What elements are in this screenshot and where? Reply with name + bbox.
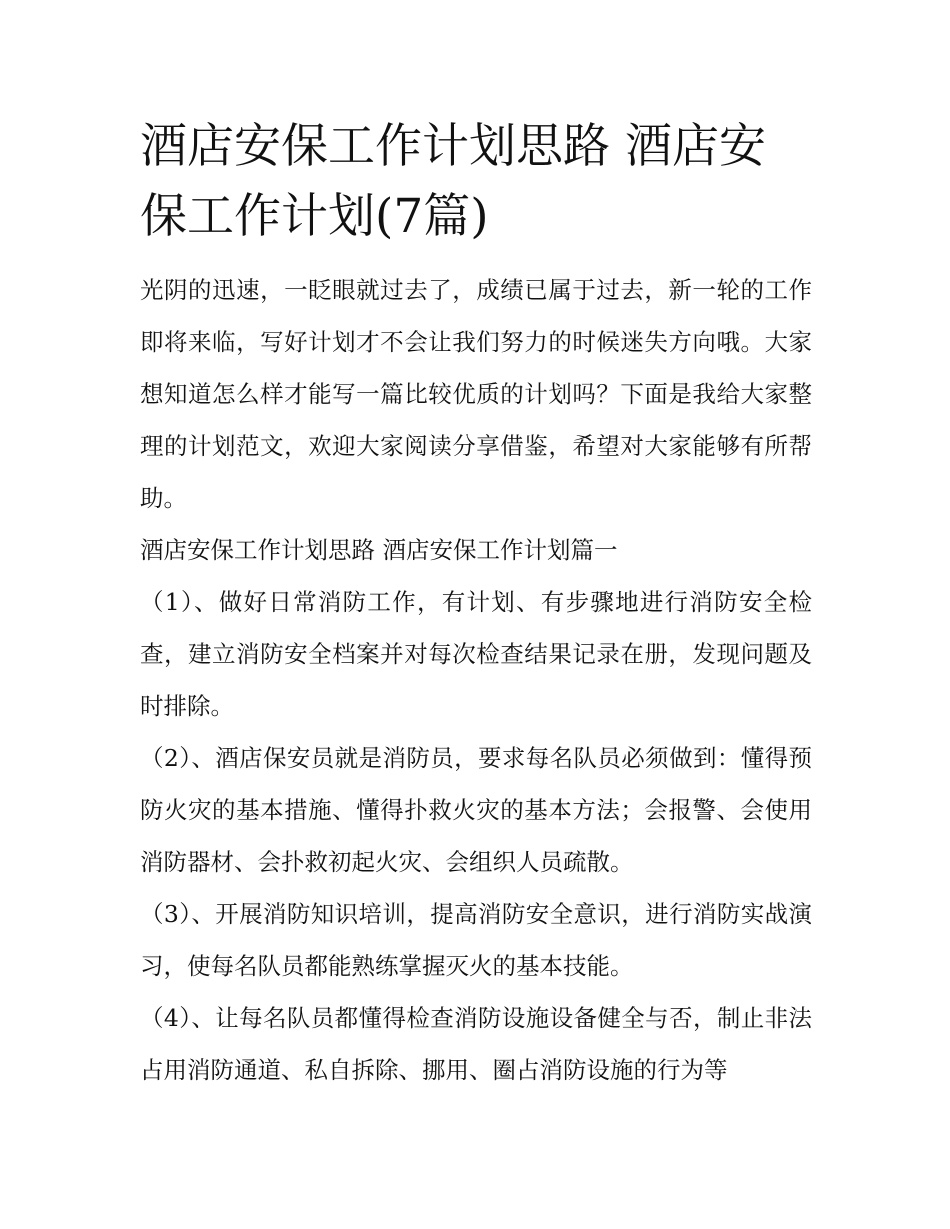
document-page: [140, 112, 812, 1096]
list-item: （2）、酒店保安员就是消防员，要求每名队员必须做到：懂得预防火灾的基本措施、懂得扑救火灾的基本方法；会报警、会使用消防器材、会扑救初起火灾、会组织人员疏散。: [140, 744, 812, 876]
list-item: （3）、开展消防知识培训，提高消防安全意识，进行消防实战演习，使每名队员都能熟练掌握灭火的基本技能。: [140, 900, 812, 980]
list-item: （4）、让每名队员都懂得检查消防设施设备健全与否，制止非法占用消防通道、私自拆除、挪用、圈占消防设施的行为等: [140, 1004, 812, 1084]
section-heading: 酒店安保工作计划思路 酒店安保工作计划篇一: [140, 536, 618, 564]
intro-paragraph: 光阴的迅速，一眨眼就过去了，成绩已属于过去，新一轮的工作即将来临，写好计划才不会让我们努力的时候迷失方向哦。大家想知道怎么样才能写一篇比较优质的计划吗？下面是我给大家整理的计划范文，欢迎大家阅读分享借鉴，希望对大家能够有所帮助。: [140, 276, 812, 512]
document-title: 酒店安保工作计划思路 酒店安保工作计划(7篇): [140, 119, 766, 244]
list-item: （1）、做好日常消防工作，有计划、有步骤地进行消防安全检查，建立消防安全档案并对每次检查结果记录在册，发现问题及时排除。: [140, 588, 812, 720]
